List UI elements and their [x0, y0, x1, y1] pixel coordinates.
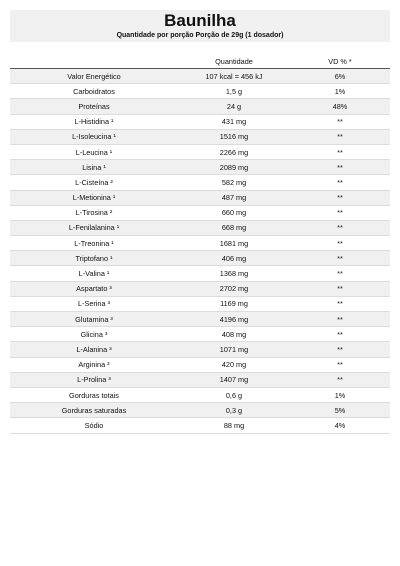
nutrient-daily-value: **	[290, 357, 390, 372]
nutrient-daily-value: **	[290, 175, 390, 190]
nutrient-daily-value: 1%	[290, 84, 390, 99]
nutrient-quantity: 420 mg	[178, 357, 290, 372]
nutrient-daily-value: **	[290, 160, 390, 175]
table-row	[10, 205, 390, 220]
table-row	[10, 342, 390, 357]
nutrient-quantity: 1516 mg	[178, 129, 290, 144]
nutrient-name: Arginina ²	[10, 357, 178, 372]
nutrient-quantity: 408 mg	[178, 327, 290, 342]
table-row	[10, 357, 390, 372]
nutrient-name: Carboidratos	[10, 84, 178, 99]
table-header	[10, 55, 390, 69]
nutrient-daily-value: **	[290, 205, 390, 220]
nutrient-quantity: 4196 mg	[178, 312, 290, 327]
nutrient-name: L-Treonina ¹	[10, 236, 178, 251]
nutrient-name: Glicina ³	[10, 327, 178, 342]
table-row	[10, 312, 390, 327]
table-row	[10, 69, 390, 84]
table-row	[10, 251, 390, 266]
nutrient-daily-value: 48%	[290, 99, 390, 114]
nutrient-quantity: 582 mg	[178, 175, 290, 190]
table-row	[10, 236, 390, 251]
nutrient-name: L-Alanina ³	[10, 342, 178, 357]
nutrient-quantity: 2089 mg	[178, 160, 290, 175]
nutrient-daily-value: 1%	[290, 387, 390, 402]
nutrient-name: Aspartato ³	[10, 281, 178, 296]
nutrient-daily-value: **	[290, 220, 390, 235]
nutrient-name: Triptofano ¹	[10, 251, 178, 266]
table-row	[10, 403, 390, 418]
nutrient-name: L-Histidina ¹	[10, 114, 178, 129]
nutrient-daily-value: **	[290, 281, 390, 296]
nutrient-name: Gorduras saturadas	[10, 403, 178, 418]
nutrient-name: L-Cisteína ²	[10, 175, 178, 190]
nutrient-name: L-Metionina ¹	[10, 190, 178, 205]
table-row	[10, 114, 390, 129]
table-row	[10, 129, 390, 144]
nutrient-daily-value: **	[290, 266, 390, 281]
nutrient-name: Valor Energético	[10, 69, 178, 84]
nutrient-quantity: 487 mg	[178, 190, 290, 205]
table-row	[10, 281, 390, 296]
nutrient-quantity: 107 kcal = 456 kJ	[178, 69, 290, 84]
table-row	[10, 84, 390, 99]
nutrient-quantity: 88 mg	[178, 418, 290, 433]
nutrient-quantity: 431 mg	[178, 114, 290, 129]
nutrient-name: Lisina ¹	[10, 160, 178, 175]
nutrient-quantity: 1368 mg	[178, 266, 290, 281]
nutrient-daily-value: **	[290, 327, 390, 342]
nutrient-daily-value: **	[290, 296, 390, 311]
table-row	[10, 144, 390, 159]
nutrient-daily-value: **	[290, 251, 390, 266]
nutrient-name: L-Serina ³	[10, 296, 178, 311]
nutrient-daily-value: **	[290, 114, 390, 129]
nutrient-daily-value: 5%	[290, 403, 390, 418]
column-header-daily-value: VD % *	[290, 55, 390, 69]
table-row	[10, 266, 390, 281]
nutrient-quantity: 24 g	[178, 99, 290, 114]
page-title: Baunilha	[164, 11, 236, 30]
table-row	[10, 296, 390, 311]
nutrient-daily-value: 4%	[290, 418, 390, 433]
nutrient-daily-value: **	[290, 312, 390, 327]
nutrient-name: L-Prolina ³	[10, 372, 178, 387]
nutrient-quantity: 2702 mg	[178, 281, 290, 296]
table-row	[10, 160, 390, 175]
column-header-nutrient	[10, 55, 178, 69]
table-body	[10, 69, 390, 434]
table-row	[10, 175, 390, 190]
nutrient-quantity: 0,6 g	[178, 387, 290, 402]
nutrient-name: Gorduras totais	[10, 387, 178, 402]
nutrient-quantity: 660 mg	[178, 205, 290, 220]
header-band	[10, 10, 390, 42]
nutrient-name: Proteínas	[10, 99, 178, 114]
nutrient-daily-value: **	[290, 372, 390, 387]
nutrient-quantity: 1169 mg	[178, 296, 290, 311]
nutrition-table	[10, 55, 390, 434]
nutrient-daily-value: **	[290, 129, 390, 144]
table-header-row	[10, 55, 390, 69]
nutrient-daily-value: **	[290, 144, 390, 159]
table-row	[10, 418, 390, 433]
nutrient-quantity: 1681 mg	[178, 236, 290, 251]
nutrient-name: L-Fenilalanina ¹	[10, 220, 178, 235]
table-row	[10, 190, 390, 205]
nutrient-daily-value: 6%	[290, 69, 390, 84]
nutrient-name: L-Tirosina ²	[10, 205, 178, 220]
nutrient-name: L-Isoleucina ¹	[10, 129, 178, 144]
column-header-quantity: Quantidade	[178, 55, 290, 69]
nutrient-quantity: 1071 mg	[178, 342, 290, 357]
nutrient-quantity: 1,5 g	[178, 84, 290, 99]
nutrient-name: L-Valina ¹	[10, 266, 178, 281]
serving-subtitle: Quantidade por porção Porção de 29g (1 dosador)	[116, 32, 284, 39]
nutrient-quantity: 2266 mg	[178, 144, 290, 159]
nutrient-name: Glutamina ³	[10, 312, 178, 327]
nutrient-quantity: 1407 mg	[178, 372, 290, 387]
nutrient-name: Sódio	[10, 418, 178, 433]
nutrient-quantity: 0,3 g	[178, 403, 290, 418]
nutrient-daily-value: **	[290, 342, 390, 357]
nutrient-name: L-Leucina ¹	[10, 144, 178, 159]
table-row	[10, 220, 390, 235]
table-row	[10, 387, 390, 402]
nutrient-daily-value: **	[290, 190, 390, 205]
table-row	[10, 327, 390, 342]
table-row	[10, 99, 390, 114]
nutrient-quantity: 406 mg	[178, 251, 290, 266]
nutrient-quantity: 668 mg	[178, 220, 290, 235]
table-row	[10, 372, 390, 387]
nutrient-daily-value: **	[290, 236, 390, 251]
